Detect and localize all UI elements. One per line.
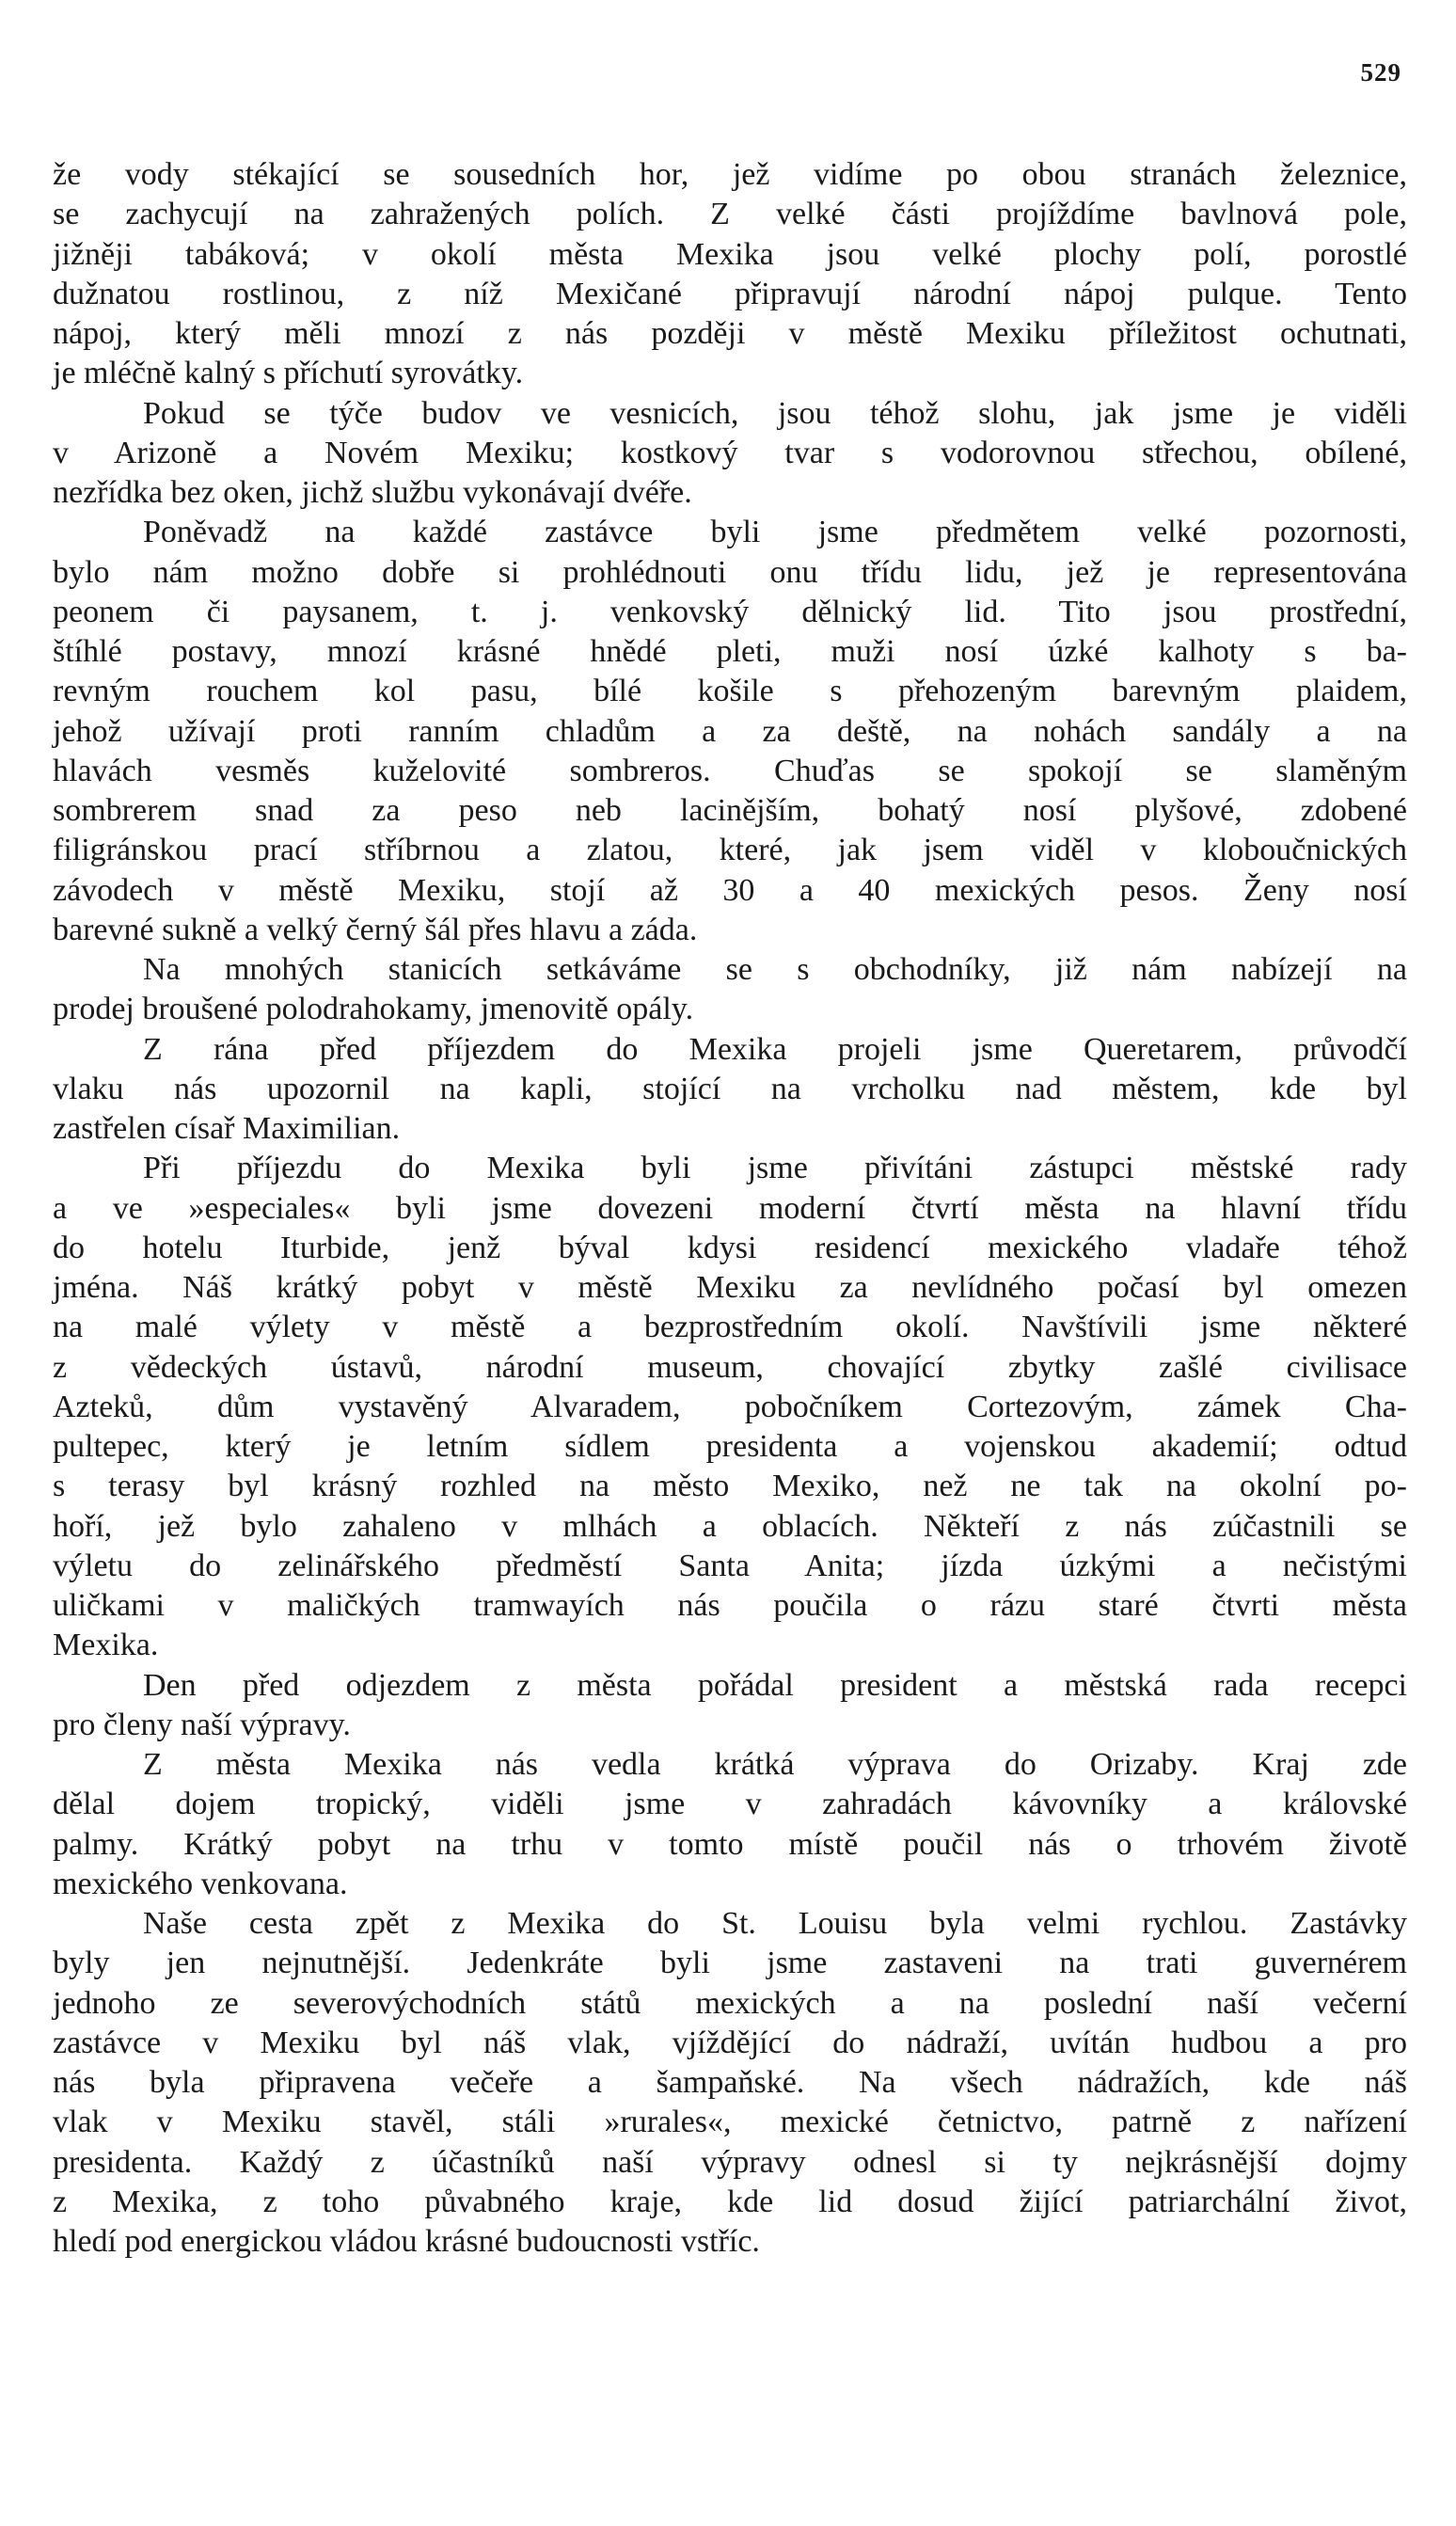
text-line: mexického venkovana.: [53, 1866, 348, 1901]
text-line: vlak v Mexiku stavěl, stáli »rurales«, mexické četnictvo, patrně z nařízení: [53, 2105, 1407, 2140]
text-line: nápoj, který měli mnozí z nás později v městě Mexiku příležitost ochutnati,: [53, 316, 1407, 351]
text-line: štíhlé postavy, mnozí krásné hnědé pleti, muži nosí úzké kalhoty s ba-: [53, 634, 1407, 669]
text-line: dělal dojem tropický, viděli jsme v zahradách kávovníky a královské: [53, 1787, 1407, 1822]
text-line: barevné sukně a velký černý šál přes hlavu a záda.: [53, 912, 698, 947]
text-line: Den před odjezdem z města pořádal president a městská rada recepci: [143, 1667, 1407, 1703]
text-line: uličkami v maličkých tramwayích nás poučila o rázu staré čtvrti města: [53, 1588, 1407, 1623]
text-line: v Arizoně a Novém Mexiku; kostkový tvar s vodorovnou střechou, obílené,: [53, 435, 1407, 470]
text-line: z Mexika, z toho půvabného kraje, kde lid dosud žijící patriarchální život,: [53, 2184, 1407, 2219]
text-line: jižněji tabáková; v okolí města Mexika jsou velké plochy polí, porostlé: [53, 236, 1407, 272]
text-line: závodech v městě Mexiku, stojí až 30 a 40 mexických pesos. Ženy nosí: [53, 872, 1407, 908]
text-line: nás byla připravena večeře a šampaňské. Na všech nádražích, kde náš: [53, 2065, 1407, 2100]
text-line: pro členy naší výpravy.: [53, 1707, 351, 1742]
text-line: bylo nám možno dobře si prohlédnouti onu třídu lidu, jež je representována: [53, 554, 1407, 590]
text-line: Naše cesta zpět z Mexika do St. Louisu byla velmi rychlou. Zastávky: [143, 1906, 1407, 1941]
text-line: hoří, jež bylo zahaleno v mlhách a oblacích. Někteří z nás zúčastnili se: [53, 1508, 1407, 1544]
text-line: filigránskou prací stříbrnou a zlatou, které, jak jsem viděl v kloboučnických: [53, 833, 1407, 868]
text-line: Z města Mexika nás vedla krátká výprava do Orizaby. Kraj zde: [143, 1747, 1407, 1782]
text-line: dužnatou rostlinou, z níž Mexičané připravují národní nápoj pulque. Tento: [53, 276, 1407, 311]
text-line: Mexika.: [53, 1628, 159, 1663]
text-line: jména. Náš krátký pobyt v městě Mexiku za nevlídného počasí byl omezen: [53, 1270, 1407, 1305]
text-line: vlaku nás upozornil na kapli, stojící na vrcholku nad městem, kde byl: [53, 1071, 1407, 1106]
text-line: zastávce v Mexiku byl náš vlak, vjíždějící do nádraží, uvítán hudbou a pro: [53, 2025, 1407, 2060]
text-line: zastřelen císař Maximilian.: [53, 1111, 401, 1146]
text-line: byly jen nejnutnější. Jedenkráte byli jsme zastaveni na trati guvernérem: [53, 1946, 1407, 1981]
text-line: a ve »especiales« byli jsme dovezeni moderní čtvrtí města na hlavní třídu: [53, 1190, 1407, 1226]
text-line: Pokud se týče budov ve vesnicích, jsou téhož slohu, jak jsme je viděli: [143, 395, 1407, 431]
body-text: [53, 155, 1407, 2262]
text-line: Poněvadž na každé zastávce byli jsme předmětem velké pozornosti,: [143, 515, 1407, 550]
text-line: hlavách vesměs kuželovité sombreros. Chuďas se spokojí se slaměným: [53, 753, 1407, 788]
text-line: presidenta. Každý z účastníků naší výpravy odnesl si ty nejkrásnější dojmy: [53, 2144, 1407, 2180]
text-line: palmy. Krátký pobyt na trhu v tomto místě poučil nás o trhovém životě: [53, 1826, 1407, 1862]
text-line: z vědeckých ústavů, národní museum, chovající zbytky zašlé civilisace: [53, 1349, 1407, 1385]
text-line: jednoho ze severovýchodních států mexických a na poslední naší večerní: [53, 1985, 1407, 2021]
text-line: hledí pod energickou vládou krásné budoucnosti vstříc.: [53, 2224, 760, 2259]
text-line: Azteků, dům vystavěný Alvaradem, pobočníkem Cortezovým, zámek Cha-: [53, 1389, 1407, 1424]
text-line: Při příjezdu do Mexika byli jsme přivítáni zástupci městské rady: [143, 1151, 1407, 1186]
text-line: výletu do zelinářského předměstí Santa Anita; jízda úzkými a nečistými: [53, 1548, 1407, 1583]
text-line: do hotelu Iturbide, jenž býval kdysi residencí mexického vladaře téhož: [53, 1230, 1407, 1265]
page-number: 529: [1360, 58, 1401, 87]
text-line: se zachycují na zahražených polích. Z velké části projíždíme bavlnová pole,: [53, 197, 1407, 232]
text-line: peonem či paysanem, t. j. venkovský dělnický lid. Tito jsou prostřední,: [53, 594, 1407, 629]
text-line: je mléčně kalný s příchutí syrovátky.: [53, 356, 524, 391]
text-line: pultepec, který je letním sídlem presidenta a vojenskou akademií; odtud: [53, 1429, 1407, 1464]
text-line: jehož užívají proti ranním chladům a za deště, na nohách sandály a na: [53, 713, 1407, 749]
text-line: s terasy byl krásný rozhled na město Mexiko, než ne tak na okolní po-: [53, 1469, 1407, 1504]
text-line: že vody stékající se sousedních hor, jež vidíme po obou stranách železnice,: [53, 157, 1407, 192]
text-line: sombrerem snad za peso neb lacinějším, bohatý nosí plyšové, zdobené: [53, 793, 1407, 828]
text-line: nezřídka bez oken, jichž službu vykonávají dvéře.: [53, 475, 692, 510]
text-line: Z rána před příjezdem do Mexika projeli jsme Queretarem, průvodčí: [143, 1031, 1407, 1067]
text-line: Na mnohých stanicích setkáváme se s obchodníky, již nám nabízejí na: [143, 952, 1407, 987]
text-line: prodej broušené polodrahokamy, jmenovitě opály.: [53, 992, 694, 1027]
text-line: na malé výlety v městě a bezprostředním okolí. Navštívili jsme některé: [53, 1310, 1407, 1345]
text-line: revným rouchem kol pasu, bílé košile s přehozeným barevným plaidem,: [53, 674, 1407, 709]
